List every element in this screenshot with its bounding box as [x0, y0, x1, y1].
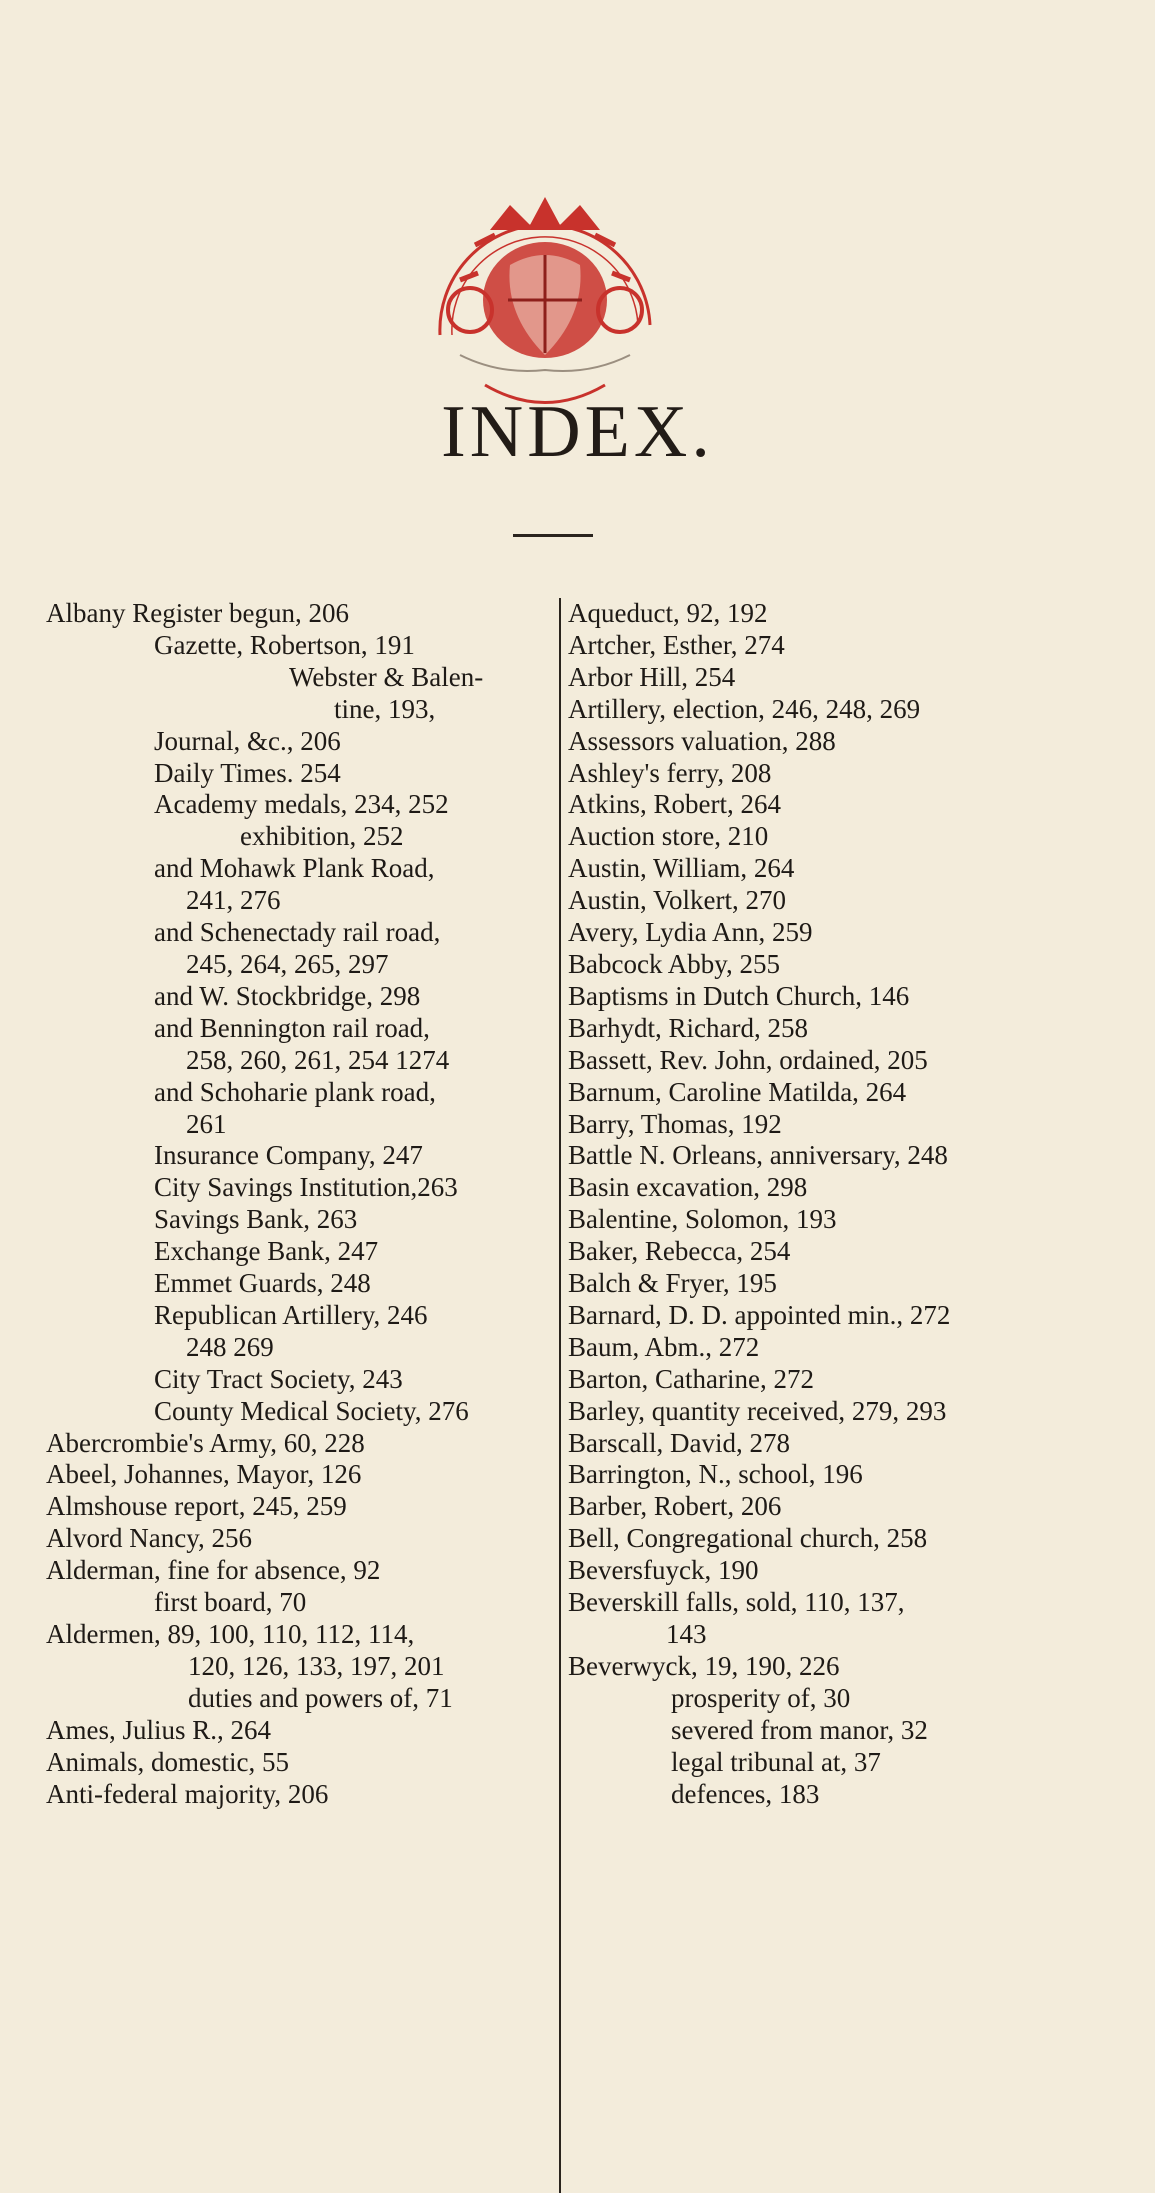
index-entry: Republican Artillery, 246 [154, 1299, 428, 1330]
index-entry: Alderman, fine for absence, 92 [46, 1555, 381, 1586]
index-entry: and Schenectady rail road, [154, 917, 441, 948]
index-entry: Battle N. Orleans, anniversary, 248 [568, 1140, 948, 1171]
index-entry: 120, 126, 133, 197, 201 [188, 1650, 445, 1681]
index-entry: exhibition, 252 [240, 821, 404, 852]
index-entry: Savings Bank, 263 [154, 1204, 358, 1235]
index-entry: Abeel, Johannes, Mayor, 126 [46, 1459, 362, 1490]
index-entry: Balentine, Solomon, 193 [568, 1204, 837, 1235]
index-entry: Daily Times. 254 [154, 757, 341, 788]
index-entry: Animals, domestic, 55 [46, 1746, 289, 1777]
index-entry: Aldermen, 89, 100, 110, 112, 114, [46, 1619, 415, 1649]
index-entry: Beverwyck, 19, 190, 226 [568, 1650, 840, 1681]
index-entry: first board, 70 [154, 1587, 307, 1618]
index-entry: Alvord Nancy, 256 [46, 1523, 252, 1554]
index-entry: Beverskill falls, sold, 110, 137, [568, 1587, 905, 1618]
index-entry: Baptisms in Dutch Church, 146 [568, 980, 910, 1011]
british-museum-stamp-icon [400, 185, 690, 420]
index-entry: 258, 260, 261, 254 1274 [186, 1044, 450, 1075]
index-entry: City Tract Society, 243 [154, 1363, 403, 1394]
index-entry: Barhydt, Richard, 258 [568, 1012, 808, 1043]
index-entry: Ashley's ferry, 208 [568, 757, 772, 788]
index-entry: Bell, Congregational church, 258 [568, 1523, 928, 1554]
index-entry: 248 269 [186, 1331, 274, 1362]
index-entry: Exchange Bank, 247 [154, 1236, 379, 1267]
index-entry: Ames, Julius R., 264 [46, 1714, 272, 1745]
index-entry: duties and powers of, 71 [188, 1682, 453, 1713]
index-entry: Barrington, N., school, 196 [568, 1459, 863, 1490]
index-entry: Barnard, D. D. appointed min., 272 [568, 1299, 951, 1330]
index-entry: Journal, &c., 206 [154, 725, 341, 756]
index-entry: City Savings Institution,263 [154, 1172, 458, 1203]
index-entry: 261 [186, 1108, 227, 1139]
index-entry: Bassett, Rev. John, ordained, 205 [568, 1044, 928, 1075]
index-entry: 143 [666, 1619, 707, 1649]
right-column [568, 598, 1068, 1810]
index-entry: Austin, William, 264 [568, 853, 795, 884]
index-entry: Auction store, 210 [568, 821, 769, 852]
index-entry: Insurance Company, 247 [154, 1140, 423, 1171]
index-entry: Beversfuyck, 190 [568, 1555, 759, 1586]
index-entry: 241, 276 [186, 885, 281, 916]
index-entry: Academy medals, 234, 252 [154, 789, 449, 820]
index-entry: and Mohawk Plank Road, [154, 853, 435, 884]
index-entry: Artillery, election, 246, 248, 269 [568, 693, 921, 724]
left-column [46, 598, 556, 1810]
page-title: INDEX. [441, 391, 714, 473]
index-entry: Webster & Balen- [289, 661, 484, 692]
index-entry: Atkins, Robert, 264 [568, 789, 781, 820]
index-entry: Balch & Fryer, 195 [568, 1268, 777, 1299]
index-entry: Anti-federal majority, 206 [46, 1778, 329, 1809]
index-entry: Emmet Guards, 248 [154, 1268, 371, 1299]
index-entry: Barton, Catharine, 272 [568, 1363, 814, 1394]
index-entry: Baum, Abm., 272 [568, 1331, 760, 1362]
index-entry: Barley, quantity received, 279, 293 [568, 1395, 947, 1426]
index-entry: Barry, Thomas, 192 [568, 1108, 782, 1139]
index-entry: Assessors valuation, 288 [568, 725, 836, 756]
title-rule [513, 534, 593, 537]
index-entry: Austin, Volkert, 270 [568, 885, 787, 916]
index-entry: Abercrombie's Army, 60, 228 [46, 1427, 365, 1458]
index-entry: prosperity of, 30 [671, 1682, 851, 1713]
index-entry: Artcher, Esther, 274 [568, 629, 785, 660]
index-entry: Babcock Abby, 255 [568, 948, 780, 979]
index-entry: tine, 193, [334, 693, 436, 724]
index-entry: legal tribunal at, 37 [671, 1746, 881, 1777]
index-entry: Avery, Lydia Ann, 259 [568, 917, 813, 948]
index-entry: Barber, Robert, 206 [568, 1491, 782, 1522]
index-entry: Barnum, Caroline Matilda, 264 [568, 1076, 907, 1107]
index-entry: Albany Register begun, 206 [46, 598, 349, 628]
index-entry: and Schoharie plank road, [154, 1076, 436, 1107]
index-entry: Baker, Rebecca, 254 [568, 1236, 791, 1267]
index-entry: severed from manor, 32 [671, 1714, 928, 1745]
index-entry: County Medical Society, 276 [154, 1395, 469, 1426]
index-entry: Barscall, David, 278 [568, 1427, 790, 1458]
index-entry: and W. Stockbridge, 298 [154, 980, 421, 1011]
index-entry: Aqueduct, 92, 192 [568, 598, 768, 628]
index-entry: and Bennington rail road, [154, 1012, 430, 1043]
index-entry: Almshouse report, 245, 259 [46, 1491, 347, 1522]
index-entry: Gazette, Robertson, 191 [154, 629, 415, 660]
index-entry: defences, 183 [671, 1778, 820, 1809]
index-entry: Basin excavation, 298 [568, 1172, 808, 1203]
column-divider [559, 598, 561, 2193]
index-entry: Arbor Hill, 254 [568, 661, 736, 692]
index-entry: 245, 264, 265, 297 [186, 948, 389, 979]
